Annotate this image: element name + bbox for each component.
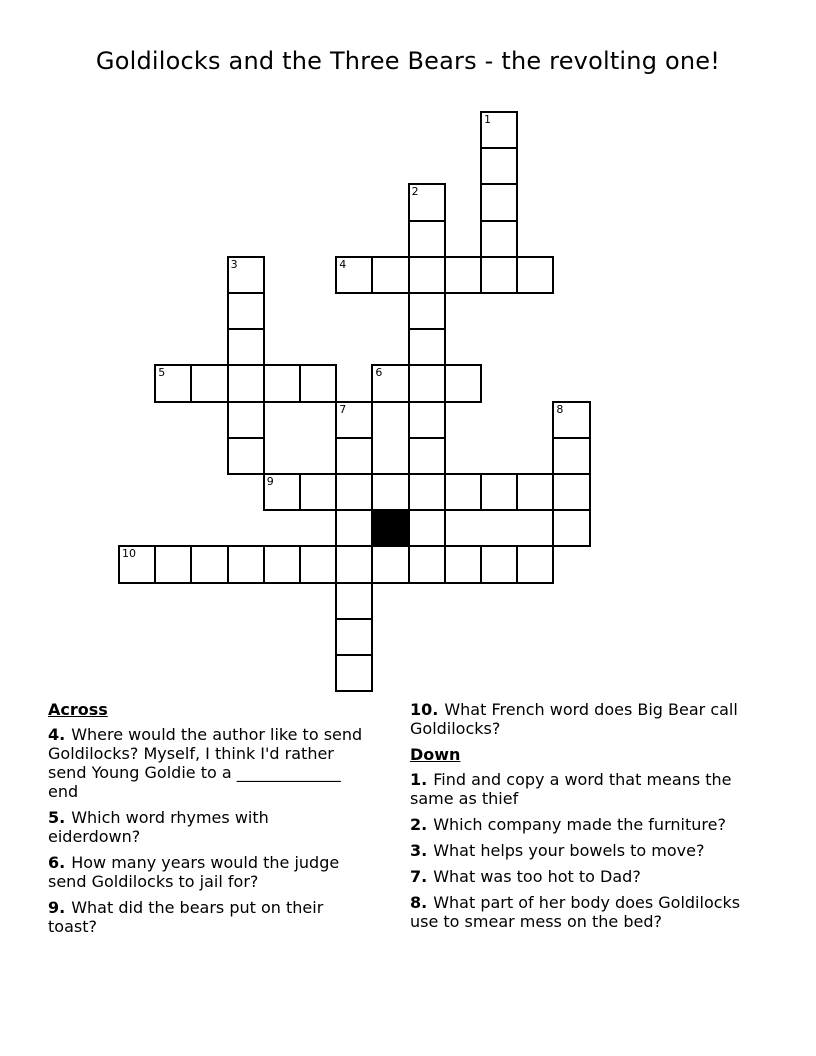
grid-cell-black — [371, 509, 409, 547]
clue-across-9 — [48, 898, 366, 936]
grid-cell[interactable] — [371, 256, 409, 294]
crossword-grid — [118, 111, 593, 693]
grid-cell[interactable] — [408, 292, 446, 330]
clue-text: How many years would the judge send Goldilocks to jail for? — [48, 853, 340, 891]
grid-cell[interactable] — [227, 328, 265, 366]
clue-number: 7. — [410, 867, 428, 886]
grid-cell[interactable] — [408, 220, 446, 258]
grid-cell[interactable] — [263, 473, 301, 511]
clue-text: Find and copy a word that means the same as thief — [410, 770, 732, 808]
clue-text: Where would the author like to send Goldilocks? Myself, I think I'd rather send Young Goldie to a _____________ end — [48, 725, 363, 801]
grid-cell[interactable] — [444, 364, 482, 402]
grid-cell[interactable] — [190, 364, 228, 402]
grid-cell[interactable] — [408, 545, 446, 583]
grid-cell[interactable] — [408, 183, 446, 221]
clue-number: 5. — [48, 808, 66, 827]
cell-number: 4 — [339, 257, 347, 271]
clue-across-5 — [48, 808, 366, 846]
grid-cell[interactable] — [552, 437, 590, 475]
grid-cell[interactable] — [335, 545, 373, 583]
grid-cell[interactable] — [227, 401, 265, 439]
grid-cell[interactable] — [480, 545, 518, 583]
clues-column-left — [48, 700, 366, 943]
clue-number: 2. — [410, 815, 428, 834]
grid-cell[interactable] — [408, 509, 446, 547]
grid-cell[interactable] — [516, 545, 554, 583]
cell-number: 5 — [158, 366, 166, 380]
clue-number: 6. — [48, 853, 66, 872]
grid-cell[interactable] — [480, 220, 518, 258]
clue-across-6 — [48, 853, 366, 891]
grid-cell[interactable] — [480, 111, 518, 149]
grid-cell[interactable] — [408, 328, 446, 366]
clue-down-2 — [410, 815, 768, 834]
cell-number: 3 — [230, 257, 238, 271]
grid-cell[interactable] — [552, 401, 590, 439]
grid-cell[interactable] — [299, 364, 337, 402]
clue-down-8 — [410, 893, 768, 931]
grid-cell[interactable] — [408, 437, 446, 475]
grid-cell[interactable] — [371, 473, 409, 511]
grid-cell[interactable] — [335, 582, 373, 620]
grid-cell[interactable] — [516, 256, 554, 294]
grid-cell[interactable] — [552, 473, 590, 511]
grid-cell[interactable] — [480, 256, 518, 294]
grid-cell[interactable] — [408, 256, 446, 294]
grid-cell[interactable] — [263, 364, 301, 402]
grid-cell[interactable] — [227, 545, 265, 583]
grid-cell[interactable] — [335, 437, 373, 475]
grid-cell[interactable] — [516, 473, 554, 511]
grid-cell[interactable] — [154, 545, 192, 583]
grid-cell[interactable] — [227, 437, 265, 475]
grid-cell[interactable] — [408, 364, 446, 402]
clue-down-3 — [410, 841, 768, 860]
cell-number: 9 — [266, 475, 274, 488]
grid-cell[interactable] — [335, 618, 373, 656]
clue-number: 9. — [48, 898, 66, 917]
across-heading: Across — [48, 700, 108, 719]
clue-number: 4. — [48, 725, 66, 744]
clue-number: 8. — [410, 893, 428, 912]
cell-number: 7 — [339, 402, 347, 416]
grid-cell[interactable] — [335, 473, 373, 511]
grid-cell[interactable] — [227, 364, 265, 402]
page-title: Goldilocks and the Three Bears - the revolting one! — [95, 47, 721, 75]
grid-cell[interactable] — [408, 401, 446, 439]
grid-cell[interactable] — [190, 545, 228, 583]
grid-cell[interactable] — [371, 364, 409, 402]
grid-cell[interactable] — [335, 256, 373, 294]
grid-cell[interactable] — [371, 545, 409, 583]
grid-cell[interactable] — [263, 545, 301, 583]
clue-number: 10. — [410, 700, 439, 719]
clue-text: What was too hot to Dad? — [433, 867, 641, 886]
grid-cell[interactable] — [444, 545, 482, 583]
grid-cell[interactable] — [480, 473, 518, 511]
clue-text: Which word rhymes with eiderdown? — [48, 808, 269, 846]
grid-cell[interactable] — [227, 292, 265, 330]
grid-cell[interactable] — [444, 256, 482, 294]
grid-cell[interactable] — [335, 509, 373, 547]
clue-number: 3. — [410, 841, 428, 860]
cell-number: 1 — [484, 113, 491, 126]
clue-number: 1. — [410, 770, 428, 789]
clues-column-right — [410, 700, 768, 938]
grid-cell[interactable] — [335, 401, 373, 439]
clue-down-7 — [410, 867, 768, 886]
clue-text: What part of her body does Goldilocks use to smear mess on the bed? — [410, 893, 741, 931]
cell-number: 8 — [556, 402, 564, 416]
grid-cell[interactable] — [480, 183, 518, 221]
grid-cell[interactable] — [299, 545, 337, 583]
clue-text: Which company made the furniture? — [433, 815, 726, 834]
clue-text: What French word does Big Bear call Goldilocks? — [410, 700, 738, 738]
grid-cell[interactable] — [444, 473, 482, 511]
grid-cell[interactable] — [480, 147, 518, 185]
clue-text: What helps your bowels to move? — [433, 841, 705, 860]
grid-cell[interactable] — [552, 509, 590, 547]
grid-cell[interactable] — [227, 256, 265, 294]
clue-down-1 — [410, 770, 768, 808]
grid-cell[interactable] — [154, 364, 192, 402]
clue-text: What did the bears put on their toast? — [48, 898, 324, 936]
cell-number: 10 — [122, 547, 136, 561]
clue-across-4 — [48, 725, 366, 801]
grid-cell[interactable] — [118, 545, 156, 583]
grid-cell[interactable] — [335, 654, 373, 692]
clue-across-10 — [410, 700, 768, 738]
grid-cell[interactable] — [408, 473, 446, 511]
cell-number: 6 — [375, 366, 383, 380]
down-heading: Down — [410, 745, 461, 764]
grid-cell[interactable] — [299, 473, 337, 511]
cell-number: 2 — [411, 185, 419, 199]
